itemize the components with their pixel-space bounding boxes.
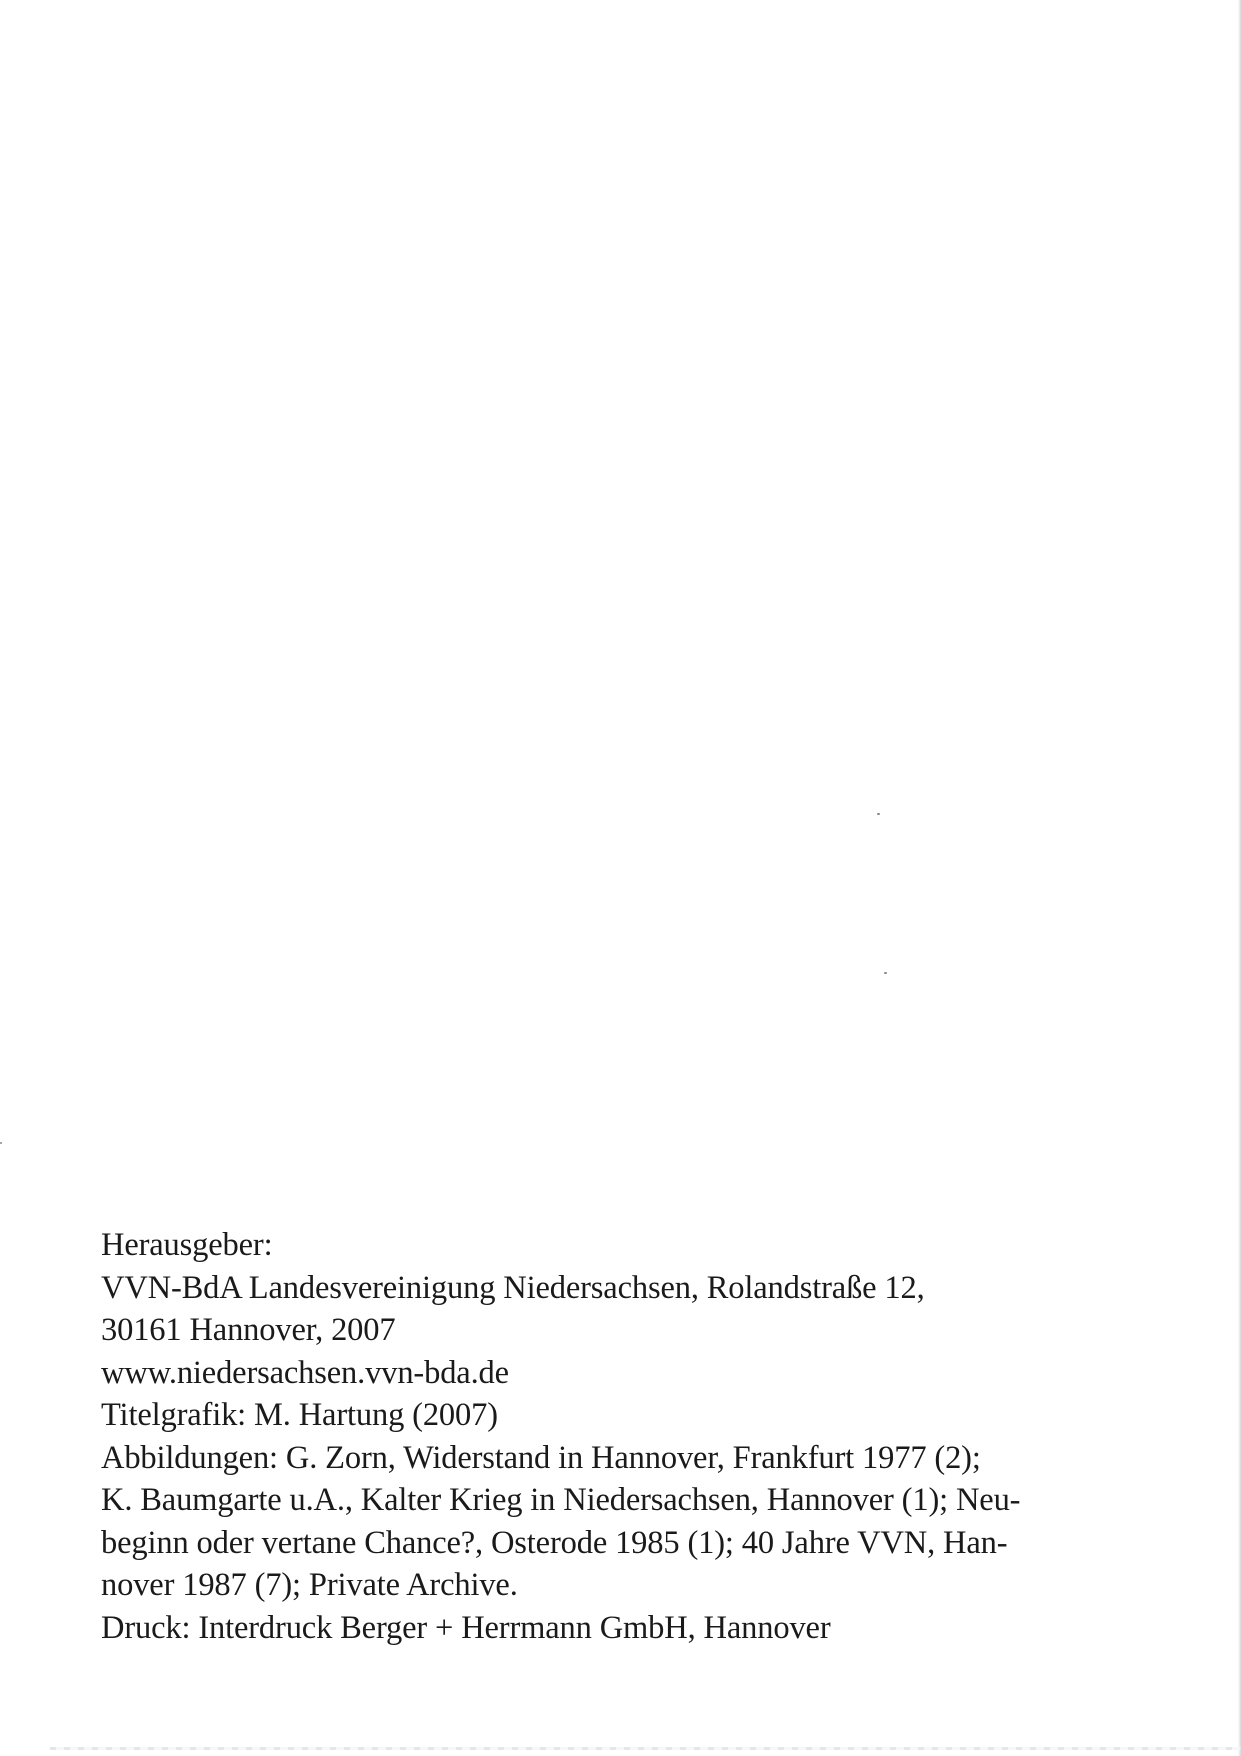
cover-art-credit: Titelgrafik: M. Hartung (2007) bbox=[101, 1397, 498, 1433]
scan-speck bbox=[877, 813, 880, 815]
scan-speck bbox=[0, 1142, 2, 1144]
publisher-city-line: 30161 Hannover, 2007 bbox=[101, 1312, 396, 1348]
scan-speck bbox=[884, 972, 887, 974]
imprint-block bbox=[101, 1224, 1151, 1649]
publisher-line: VVN-BdA Landesvereinigung Niedersachsen, Rolandstraße 12, bbox=[101, 1269, 925, 1306]
imprint-heading: Herausgeber: bbox=[101, 1227, 273, 1263]
website-line: www.niedersachsen.vvn-bda.de bbox=[101, 1354, 509, 1391]
illustrations-credit-line: beginn oder vertane Chance?, Osterode 1985 (1); 40 Jahre VVN, Han- bbox=[101, 1524, 1008, 1561]
illustrations-credit-line: Abbildungen: G. Zorn, Widerstand in Hannover, Frankfurt 1977 (2); bbox=[101, 1439, 981, 1476]
printer-credit: Druck: Interdruck Berger + Herrmann GmbH, Hannover bbox=[101, 1609, 831, 1646]
scan-bottom-edge bbox=[50, 1747, 1241, 1750]
illustrations-credit-line: nover 1987 (7); Private Archive. bbox=[101, 1567, 518, 1603]
illustrations-credit-line: K. Baumgarte u.A., Kalter Krieg in Niedersachsen, Hannover (1); Neu- bbox=[101, 1482, 1021, 1518]
